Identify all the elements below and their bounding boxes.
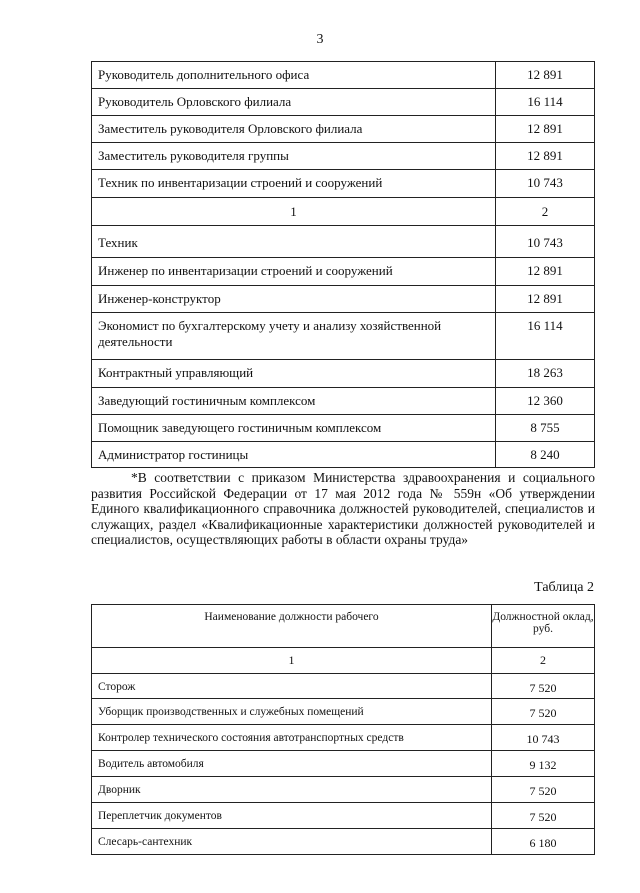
table-row [92, 803, 595, 829]
position-name: Помощник заведующего гостиничным комплексом [92, 415, 496, 442]
position-name: Заместитель руководителя Орловского филиала [92, 116, 496, 143]
salary-value: 7 520 [492, 699, 595, 725]
position-name: Инженер-конструктор [92, 286, 496, 313]
salary-value: 9 132 [492, 751, 595, 777]
salary-table-2 [91, 604, 595, 855]
footnote-text: *В соответствии с приказом Министерства здравоохранения и социального развития Российской Федерации от 17 мая 2012 года № 559н «Об утверждении Единого квалификационного справочника должностей руководителей, специалистов и служащих, раздел «Квалификационные характеристики должностей руководителей и специалистов, осуществляющих работы в области охраны труда» [91, 470, 595, 548]
table-row [92, 313, 595, 360]
table-row [92, 725, 595, 751]
position-name: Уборщик производственных и служебных помещений [92, 699, 492, 725]
column-index: 1 [92, 648, 492, 674]
salary-table-1 [91, 61, 595, 468]
salary-value: 10 743 [492, 725, 595, 751]
column-header-salary: Должностной оклад, руб. [492, 605, 595, 648]
position-name: Руководитель Орловского филиала [92, 89, 496, 116]
salary-value: 6 180 [492, 829, 595, 855]
salary-value: 12 891 [496, 62, 595, 89]
position-name: Контролер технического состояния автотранспортных средств [92, 725, 492, 751]
salary-value: 7 520 [492, 674, 595, 699]
table-row [92, 360, 595, 388]
column-index-row [92, 198, 595, 226]
position-name: Экономист по бухгалтерскому учету и анализу хозяйственной деятельности [92, 313, 496, 360]
position-name: Дворник [92, 777, 492, 803]
position-name: Переплетчик документов [92, 803, 492, 829]
column-index: 2 [492, 648, 595, 674]
table-caption: Таблица 2 [534, 580, 594, 595]
position-name: Техник по инвентаризации строений и сооружений [92, 170, 496, 198]
position-name: Контрактный управляющий [92, 360, 496, 388]
position-name: Водитель автомобиля [92, 751, 492, 777]
salary-value: 16 114 [496, 89, 595, 116]
table-row [92, 388, 595, 415]
table-row [92, 751, 595, 777]
table-row [92, 442, 595, 468]
position-name: Техник [92, 226, 496, 258]
salary-value: 7 520 [492, 777, 595, 803]
position-name: Слесарь-сантехник [92, 829, 492, 855]
position-name: Заведующий гостиничным комплексом [92, 388, 496, 415]
salary-value: 8 755 [496, 415, 595, 442]
table-row [92, 777, 595, 803]
footnote [91, 470, 595, 548]
salary-value: 12 360 [496, 388, 595, 415]
salary-value: 18 263 [496, 360, 595, 388]
table-row [92, 258, 595, 286]
position-name: Сторож [92, 674, 492, 699]
table-row [92, 143, 595, 170]
column-index: 2 [496, 198, 595, 226]
table-row [92, 226, 595, 258]
position-name: Заместитель руководителя группы [92, 143, 496, 170]
salary-value: 7 520 [492, 803, 595, 829]
salary-value: 12 891 [496, 286, 595, 313]
column-index: 1 [92, 198, 496, 226]
table-header-row [92, 605, 595, 648]
salary-value: 8 240 [496, 442, 595, 468]
salary-value: 12 891 [496, 143, 595, 170]
position-name: Администратор гостиницы [92, 442, 496, 468]
salary-value: 10 743 [496, 170, 595, 198]
table-row [92, 62, 595, 89]
table-row [92, 674, 595, 699]
salary-value: 10 743 [496, 226, 595, 258]
table-row [92, 415, 595, 442]
position-name: Руководитель дополнительного офиса [92, 62, 496, 89]
table-row [92, 116, 595, 143]
table-row [92, 699, 595, 725]
position-name: Инженер по инвентаризации строений и сооружений [92, 258, 496, 286]
column-header-name: Наименование должности рабочего [92, 605, 492, 648]
table-row [92, 89, 595, 116]
salary-value: 12 891 [496, 116, 595, 143]
table-row [92, 170, 595, 198]
salary-value: 12 891 [496, 258, 595, 286]
table-row [92, 286, 595, 313]
table-row [92, 829, 595, 855]
salary-value: 16 114 [496, 313, 595, 360]
page-number: 3 [316, 32, 324, 47]
column-index-row [92, 648, 595, 674]
